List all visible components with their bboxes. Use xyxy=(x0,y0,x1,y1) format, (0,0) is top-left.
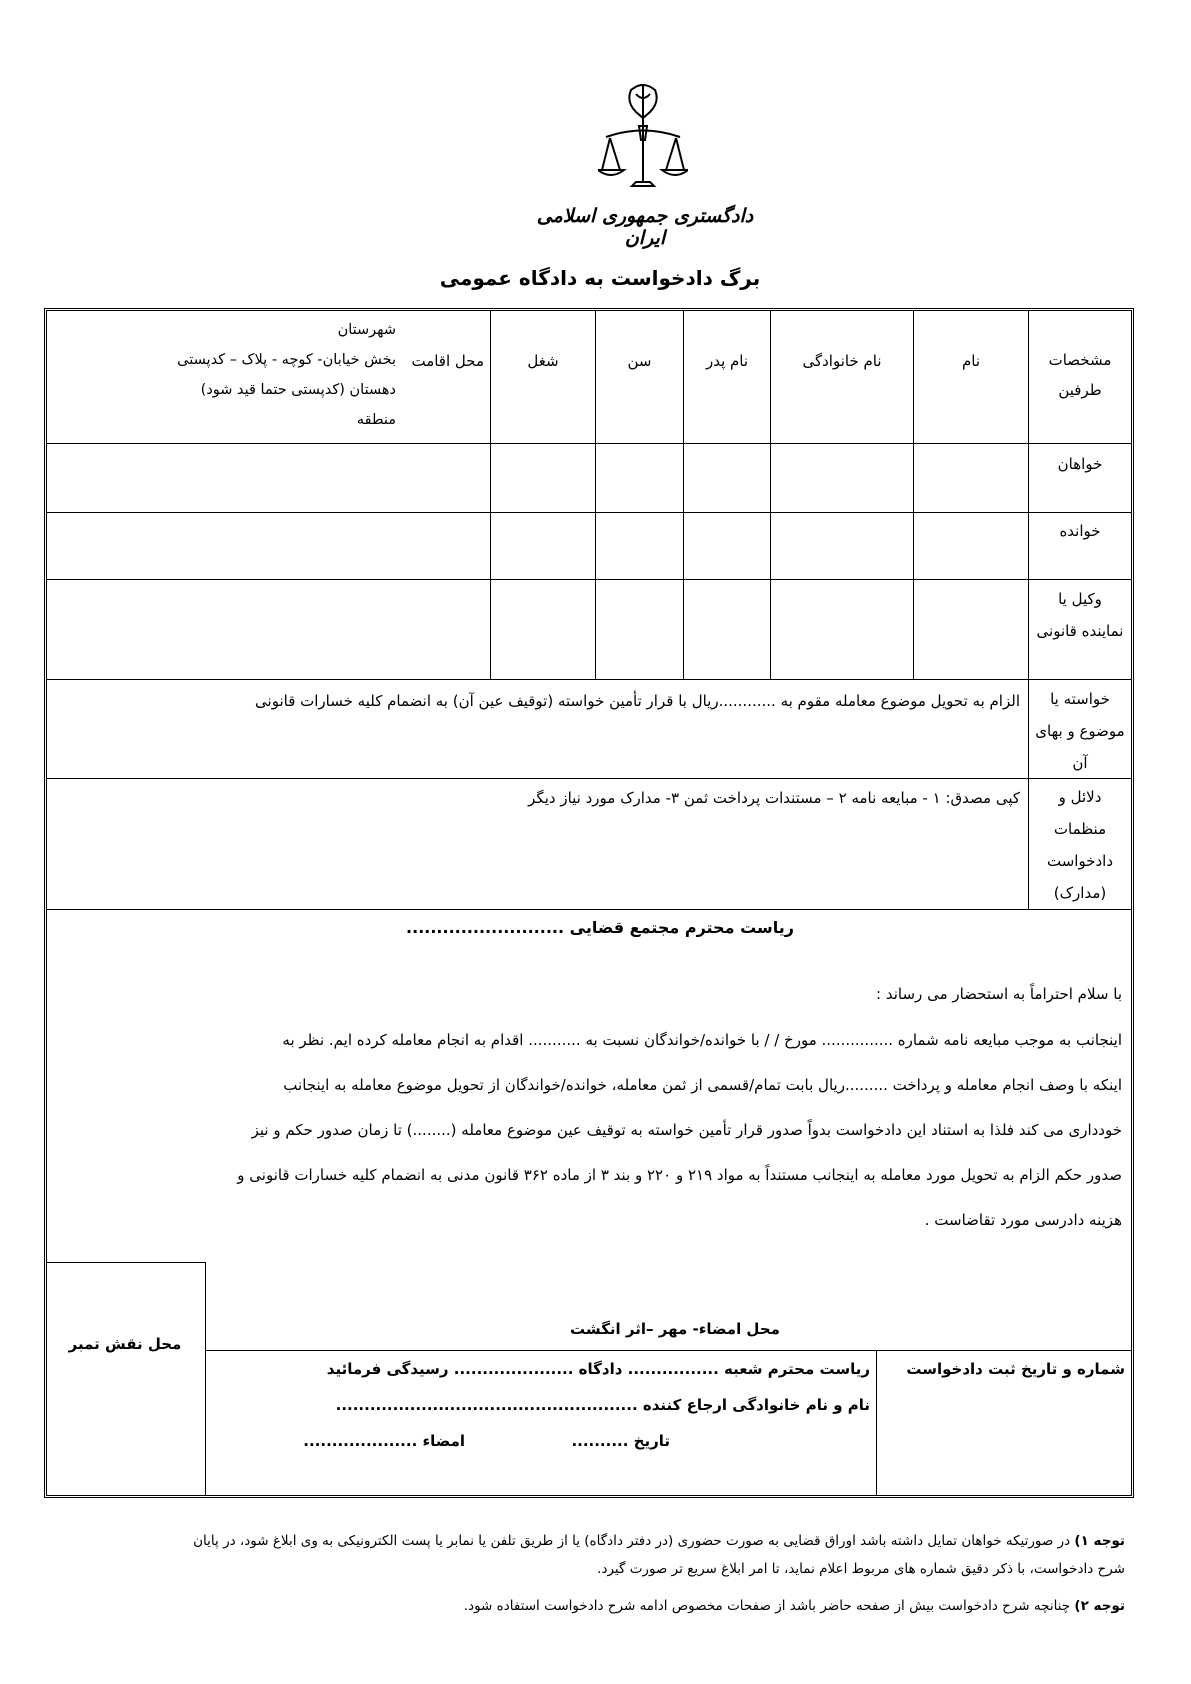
note-label: توجه ۱) xyxy=(1074,1533,1125,1549)
note-label: توجه ۲) xyxy=(1074,1598,1125,1614)
note-2 xyxy=(60,1592,1125,1620)
referral-line-2: نام و نام خانوادگی ارجاع کننده ..................................................... xyxy=(335,1396,870,1414)
address-line: منطقه xyxy=(356,412,396,428)
registration-label: شماره و تاریخ ثبت دادخواست xyxy=(906,1360,1125,1378)
petition-greeting: با سلام احتراماً به استحضار می رساند : xyxy=(876,985,1122,1003)
note-1 xyxy=(60,1527,1125,1583)
claim-text: الزام به تحویل موضوع معامله مقوم به ............ریال با قرار تأمین خواسته (توقیف عین آن) به انضمام کلیه خسارات قانونی xyxy=(255,692,1020,710)
address-line: بخش خیابان- کوچه - پلاک – کدپستی xyxy=(177,352,396,368)
referral-sign: امضاء .................... xyxy=(303,1432,465,1450)
evidence-label: دلائل و منظمات دادخواست (مدارک) xyxy=(1046,788,1113,902)
referral-line-1: ریاست محترم شعبه ................ دادگاه ..................... رسیدگی فرمائید xyxy=(326,1360,870,1378)
address-line: شهرستان xyxy=(337,322,396,338)
claim-label: خواسته یا موضوع و بهای آن xyxy=(1035,690,1125,772)
petition-line: اینجانب به موجب مبایعه نامه شماره ............... مورخ / / با خوانده/خواندگان نسبت به ........... اقدام به انجام معامله کرده ایم. نظر به xyxy=(282,1031,1122,1049)
row-label-defendant: خوانده xyxy=(1059,522,1101,540)
referral-date: تاریخ .......... xyxy=(571,1432,670,1450)
row-label-plaintiff: خواهان xyxy=(1057,455,1103,473)
evidence-text: کپی مصدق: ۱ - مبایعه نامه ۲ – مستندات پرداخت ثمن ۳- مدارک مورد نیاز دیگر xyxy=(528,789,1020,807)
row-label-lawyer: وکیل یا نماینده قانونی xyxy=(1036,590,1124,640)
header-age: سن xyxy=(627,352,652,370)
address-line: دهستان (کدپستی حتما قید شود) xyxy=(200,382,396,398)
judiciary-emblem-icon xyxy=(598,82,688,202)
petition-line: هزینه دادرسی مورد تقاضاست . xyxy=(924,1211,1122,1229)
petition-line: خودداری می کند فلذا به استناد این دادخواست بدواً صدور قرار تأمین خواسته به توقیف عین موضوع معامله (........) تا زمان صدور حکم و نیز xyxy=(251,1121,1122,1139)
header-father-name: نام پدر xyxy=(705,352,749,370)
header-address xyxy=(100,315,396,435)
sign-label: محل امضاء- مهر –اثر انگشت xyxy=(570,1320,780,1338)
stamp-label: محل نقش تمبر xyxy=(68,1335,182,1353)
note-text: شرح دادخواست، با ذکر دقیق شماره های مربوط اعلام نماید، تا امر ابلاغ سریع تر صورت گیرد. xyxy=(597,1561,1125,1577)
header-occupation: شغل xyxy=(527,352,559,370)
organization-name: دادگستری جمهوری اسلامی ایران xyxy=(536,205,754,249)
header-parties: مشخصات طرفین xyxy=(1048,351,1112,399)
note-text: چنانچه شرح دادخواست بیش از صفحه حاضر باشد از صفحات مخصوص ادامه شرح دادخواست استفاده شود. xyxy=(463,1598,1075,1614)
form-title: برگ دادخواست به دادگاه عمومی xyxy=(439,266,761,290)
petition-salutation-title: ریاست محترم مجتمع قضایی .......................... xyxy=(406,918,794,937)
header-residence: محل اقامت xyxy=(411,352,484,370)
header-first-name: نام xyxy=(961,352,981,370)
petition-line: اینکه با وصف انجام معامله و پرداخت .........ریال بابت تمام/قسمی از ثمن معامله، خوانده/خواندگان از تحویل موضوع معامله به اینجانب xyxy=(283,1076,1122,1094)
note-text: در صورتیکه خواهان تمایل داشته باشد اوراق قضایی به صورت حضوری (در دفتر دادگاه) یا از طریق تلفن یا نمابر یا پست الکترونیکی به وی ابلاغ شود، در پایان xyxy=(193,1533,1075,1549)
petition-line: صدور حکم الزام به تحویل مورد معامله به اینجانب مستنداً به مواد ۲۱۹ و ۲۲۰ و بند ۳ از ماده ۳۶۲ قانون مدنی به انضمام کلیه خسارات قانونی و xyxy=(237,1166,1122,1184)
petition-body xyxy=(60,1018,1122,1243)
header-last-name: نام خانوادگی xyxy=(802,352,882,370)
